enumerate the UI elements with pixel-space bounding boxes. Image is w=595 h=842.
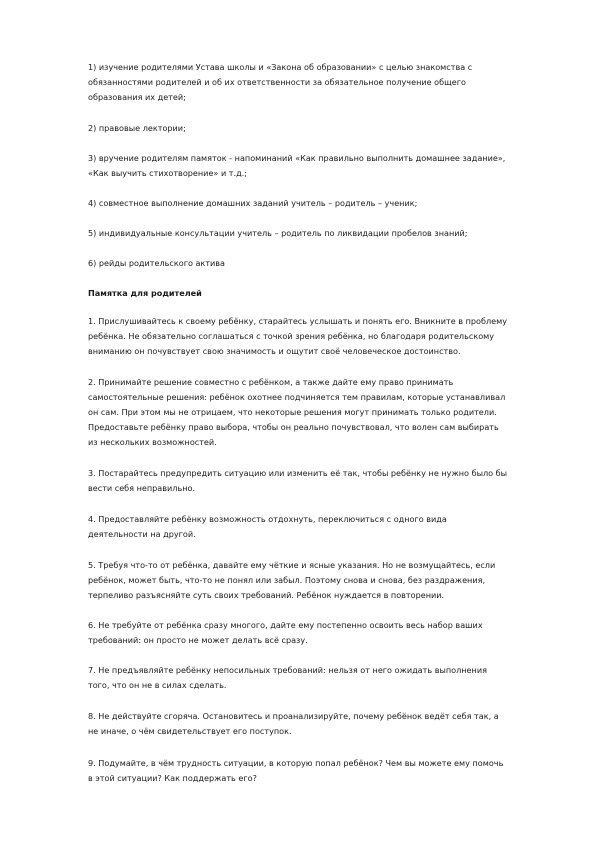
memo-title: Памятка для родителей bbox=[88, 288, 202, 298]
memo-item-3: 3. Постарайтесь предупредить ситуацию или изменить её так, чтобы ребёнку не нужно было бы вести себя неправильно. bbox=[88, 468, 508, 493]
memo-item-9: 9. Подумайте, в чём трудность ситуации, в которую попал ребёнок? Чем вы можете ему помочь в этой ситуации? Как поддержать его? bbox=[88, 758, 504, 783]
memo-item-6: 6. Не требуйте от ребёнка сразу многого, дайте ему постепенно освоить весь набор ваших требований: он просто не может делать всё сразу. bbox=[88, 620, 483, 645]
intro-item-1: 1) изучение родителями Устава школы и «Закона об образовании» с целью знакомства с обязанностями родителей и об их ответственности за обязательное получение общего образования их детей; bbox=[88, 62, 473, 102]
intro-item-3: 3) вручение родителям памяток - напоминаний «Как правильно выполнить домашнее задание», «Как выучить стихотворение» и т.д.; bbox=[88, 153, 506, 178]
intro-item-6: 6) рейды родительского актива bbox=[88, 258, 226, 268]
intro-item-2: 2) правовые лектории; bbox=[88, 123, 186, 133]
memo-item-5: 5. Требуя что-то от ребёнка, давайте ему чёткие и ясные указания. Но не возмущайтесь, если ребёнок, может быть, что-то не понял или забыл. Поэтому снова и снова, без раздражения, терпеливо разъясняйте суть своих требований. Ребёнок нуждается в повторении. bbox=[88, 560, 496, 600]
memo-item-1: 1. Прислушивайтесь к своему ребёнку, старайтесь услышать и понять его. Вникните в проблему ребёнка. Не обязательно соглашаться с точкой зрения ребёнка, но благодаря родительскому вниманию он почувствует свою значимость и ощутит своё человеческое достоинство. bbox=[88, 316, 508, 356]
memo-item-8: 8. Не действуйте сгоряча. Остановитесь и проанализируйте, почему ребёнок ведёт себя так, а не иначе, о чём свидетельствует его поступок. bbox=[88, 711, 499, 736]
intro-item-5: 5) индивидуальные консультации учитель – родитель по ликвидации пробелов знаний; bbox=[88, 228, 468, 238]
memo-item-2: 2. Принимайте решение совместно с ребёнком, а также дайте ему право принимать самостоятельные решения: ребёнок охотнее подчиняется тем правилам, которые устанавливал он сам. При этом мы не отрицаем, что некоторые решения могут принимать только родители. Предоставьте ребёнку право выбора, чтобы он реально почувствовал, что волен сам выбирать из нескольких возможностей. bbox=[88, 377, 506, 447]
memo-item-7: 7. Не предъявляйте ребёнку непосильных требований: нельзя от него ожидать выполнения того, что он не в силах сделать. bbox=[88, 665, 487, 690]
memo-item-4: 4. Предоставляйте ребёнку возможность отдохнуть, переключиться с одного вида деятельности на другой. bbox=[88, 514, 447, 539]
intro-item-4: 4) совместное выполнение домашних заданий учитель – родитель – ученик; bbox=[88, 198, 418, 208]
